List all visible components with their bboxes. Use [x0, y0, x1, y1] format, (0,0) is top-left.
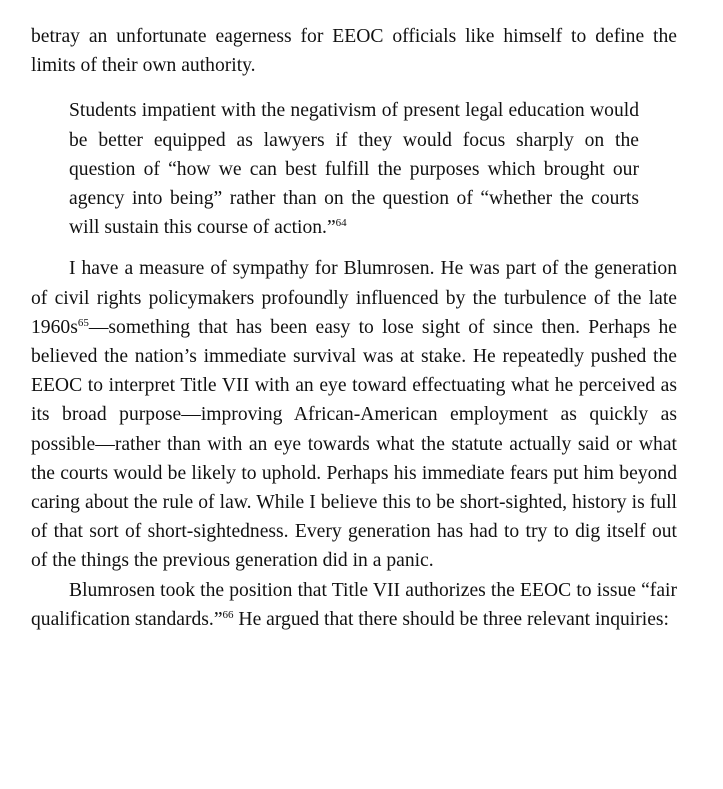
footnote-marker: 66 [222, 608, 234, 621]
document-page [31, 22, 677, 634]
paragraph-text: —something that has been easy to lose sight of since then. Perhaps he believed the nation’s immediate survival was at stake. He repeatedly pushed the EEOC to interpret Title VII with an eye toward effectuating what he perceived as its broad purpose—improving African-American employment as quickly as possible—rather than with an eye towards what the statute actually said or what the courts would be likely to uphold. Perhaps his immediate fears put him beyond caring about the rule of law. While I believe this to be short-sighted, history is full of that sort of short-sightedness. Every generation has had to try to dig itself out of the things the previous generation did in a panic. [31, 316, 677, 572]
paragraph-text: He argued that there should be three relevant inquiries: [233, 608, 669, 630]
footnote-marker: 64 [335, 217, 347, 230]
paragraph-sympathy [31, 254, 677, 575]
block-quote-text: Students impatient with the negativism of present legal education would be better equipped as lawyers if they would focus sharply on the question of “how we can best fulfill the purposes which brought our agency into being” rather than on the question of “whether the courts will sustain this course of action.” [69, 100, 639, 239]
paragraph-text: Blumrosen took the position that Title VII authorizes the EEOC to issue “fair qualification standards.” [31, 579, 677, 630]
paragraph-standards [31, 576, 677, 634]
paragraph-text: I have a measure of sympathy for Blumrosen. He was part of the generation of civil rights policymakers profoundly influenced by the turbulence of the late 1960s [31, 258, 677, 338]
footnote-marker: 65 [77, 316, 89, 329]
paragraph-text: betray an unfortunate eagerness for EEOC officials like himself to define the limits of their own authority. [31, 26, 677, 77]
block-quote [69, 96, 639, 242]
paragraph-continued [31, 22, 677, 80]
